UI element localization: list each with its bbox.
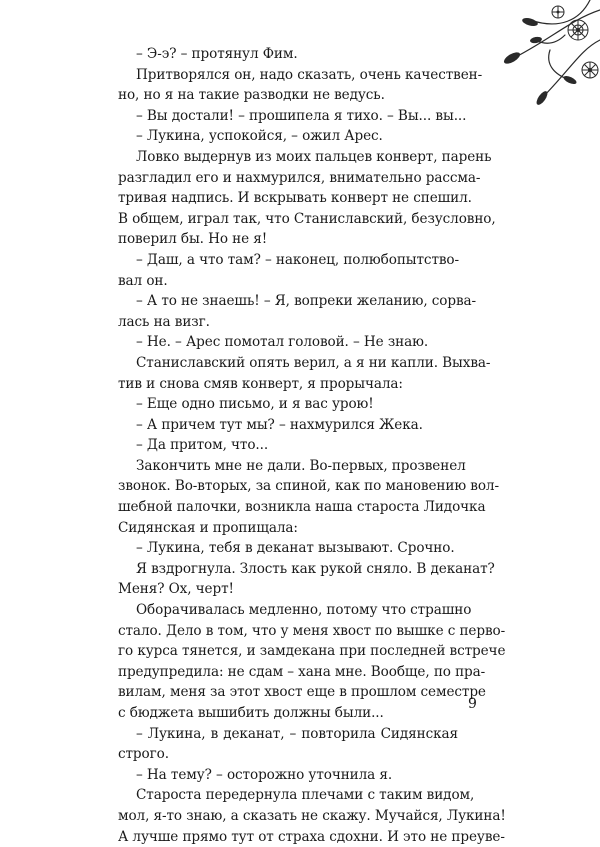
text-line: Закончить мне не дали. Во-первых, прозвенел: [136, 457, 466, 474]
text-line: тривая надпись. И вскрывать конверт не спешил.: [118, 190, 472, 207]
text-line: с бюджета вышибить должны были...: [118, 705, 384, 721]
text-line: мол, я-то знаю, а сказать не скажу. Мучайся, Лукина!: [118, 807, 506, 824]
text-line: Притворялся он, надо сказать, очень качествен-: [136, 66, 483, 83]
text-line: разгладил его и нахмурился, внимательно рассма-: [118, 169, 481, 186]
text-line: – Не. – Арес помотал головой. – Не знаю.: [136, 334, 429, 351]
text-line: – Лукина, в деканат, – повторила Сидянская: [136, 725, 458, 742]
text-line: Оборачивалась медленно, потому что страшно: [136, 602, 472, 619]
text-line: Я вздрогнула. Злость как рукой сняло. В деканат?: [136, 560, 495, 577]
text-line: го курса тянется, и замдекана при последней встрече: [118, 643, 506, 660]
text-line: Ловко выдернув из моих пальцев конверт, парень: [136, 148, 492, 165]
text-line: стало. Дело в том, что у меня хвост по вышке с перво-: [118, 622, 506, 639]
floral-corner-ornament-icon: [450, 0, 600, 110]
text-line: – Лукина, тебя в деканат вызывают. Срочно.: [136, 540, 455, 557]
text-line: вал он.: [118, 272, 168, 289]
text-line: – Да притом, что...: [136, 437, 269, 454]
text-line: шебной палочки, возникла наша староста Лидочка: [118, 499, 486, 516]
text-line: Меня? Ох, черт!: [118, 581, 234, 598]
text-line: Сидянская и пропищала:: [118, 519, 298, 536]
text-line: поверил бы. Но не я!: [118, 231, 268, 248]
body-text: [118, 44, 506, 847]
text-line: вилам, меня за этот хвост еще в прошлом семестре: [118, 684, 486, 701]
text-line: – Лукина, успокойся, – ожил Арес.: [136, 128, 383, 145]
text-line: лась на визг.: [118, 313, 210, 330]
text-line: тив и снова смяв конверт, я прорычала:: [118, 375, 403, 392]
text-line: но, но я на такие разводки не ведусь.: [118, 87, 385, 104]
text-line: В общем, играл так, что Станиславский, безусловно,: [118, 210, 496, 227]
page-number: 9: [468, 696, 477, 712]
text-line: Станиславский опять верил, а я ни капли. Выхва-: [136, 354, 491, 371]
text-line: предупредила: не сдам – хана мне. Вообще, по пра-: [118, 663, 486, 680]
text-line: – А причем тут мы? – нахмурился Жека.: [136, 416, 423, 433]
text-line: – Вы достали! – прошипела я тихо. – Вы... вы...: [136, 107, 467, 124]
text-line: – Э-э? – протянул Фим.: [136, 46, 298, 62]
text-line: – Еще одно письмо, и я вас урою!: [136, 396, 374, 413]
text-line: – Даш, а что там? – наконец, полюбопытство-: [136, 251, 459, 268]
text-line: Староста передернула плечами с таким видом,: [136, 787, 475, 804]
text-line: строго.: [118, 746, 169, 763]
text-line: – А то не знаешь! – Я, вопреки желанию, сорва-: [136, 293, 477, 310]
text-line: – На тему? – осторожно уточнила я.: [136, 766, 393, 783]
text-line: звонок. Во-вторых, за спиной, как по мановению вол-: [118, 478, 499, 495]
text-line: А лучше прямо тут от страха сдохни. И это не преуве-: [118, 828, 505, 845]
